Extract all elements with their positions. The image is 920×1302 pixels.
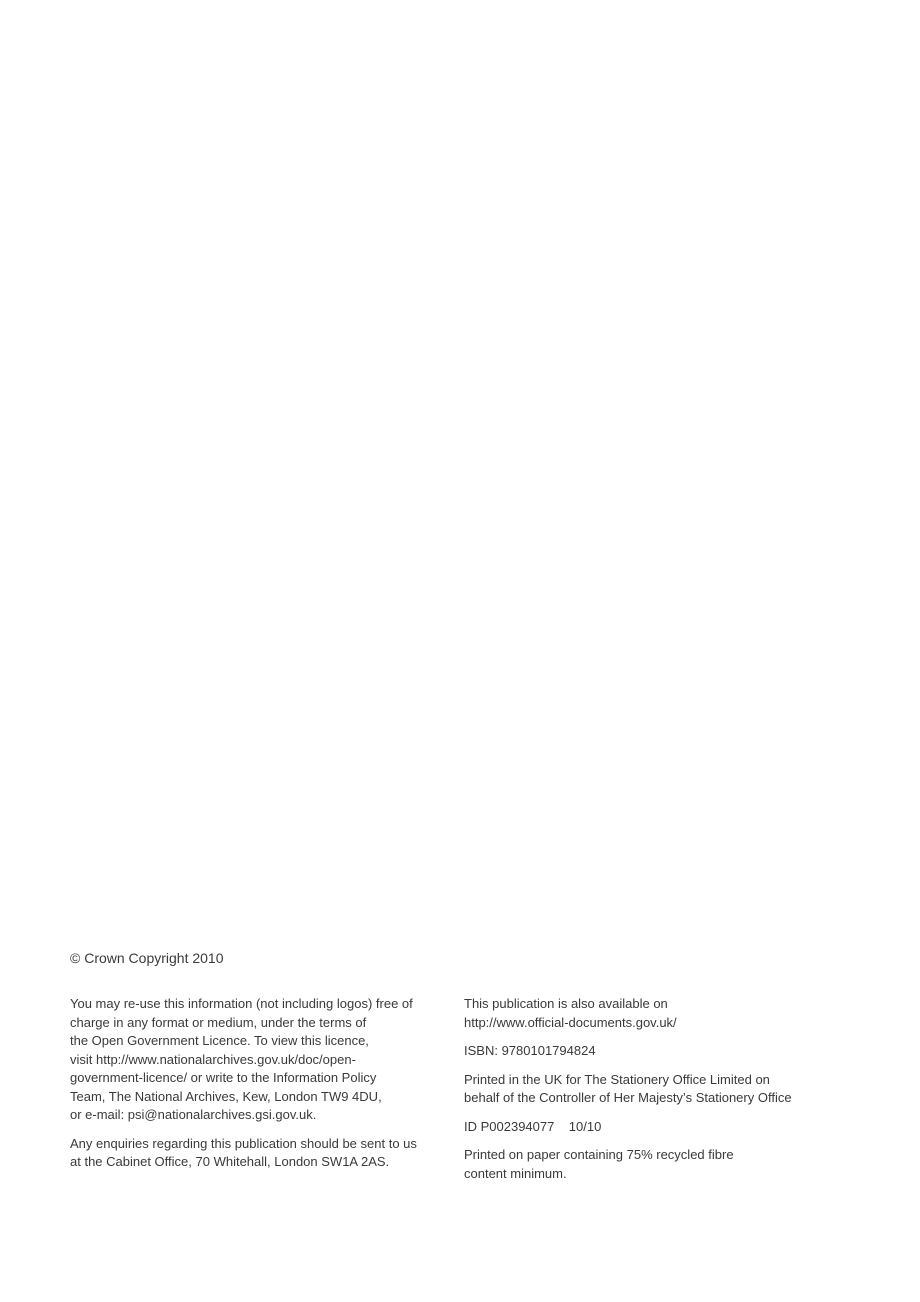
enquiries-paragraph [70, 1135, 442, 1172]
availability-url: http://www.official-documents.gov.uk/ [464, 1014, 677, 1030]
copyright-notice: © Crown Copyright 2010 [70, 950, 224, 966]
reuse-line: the Open Government Licence. To view this licence, [70, 1033, 369, 1048]
reuse-line: government-licence/ or write to the Information Policy [70, 1070, 377, 1085]
isbn-line: ISBN: 9780101794824 [464, 1043, 596, 1058]
enquiries-line: Any enquiries regarding this publication should be sent to us [70, 1135, 417, 1151]
reuse-line: charge in any format or medium, under the terms of [70, 1014, 367, 1030]
paper-paragraph [464, 1146, 864, 1183]
availability-line: This publication is also available on [464, 996, 668, 1011]
reuse-paragraph [70, 995, 442, 1125]
paper-line: Printed on paper containing 75% recycled fibre [464, 1147, 734, 1162]
publication-info-column [464, 995, 864, 1193]
reuse-line: visit http://www.nationalarchives.gov.uk/doc/open- [70, 1051, 356, 1067]
reuse-line: Team, The National Archives, Kew, London TW9 4DU, [70, 1088, 382, 1104]
reuse-line: You may re-use this information (not including logos) free of [70, 996, 413, 1011]
printed-line: behalf of the Controller of Her Majesty’s Stationery Office [464, 1090, 792, 1105]
licence-column [70, 995, 442, 1182]
paper-line: content minimum. [464, 1165, 567, 1181]
printed-line: Printed in the UK for The Stationery Office Limited on [464, 1071, 770, 1087]
enquiries-line: at the Cabinet Office, 70 Whitehall, London SW1A 2AS. [70, 1154, 390, 1169]
id-line: ID P002394077 10/10 [464, 1118, 602, 1134]
availability-paragraph [464, 995, 864, 1032]
reuse-line: or e-mail: psi@nationalarchives.gsi.gov.uk. [70, 1107, 317, 1122]
printed-paragraph [464, 1071, 864, 1108]
